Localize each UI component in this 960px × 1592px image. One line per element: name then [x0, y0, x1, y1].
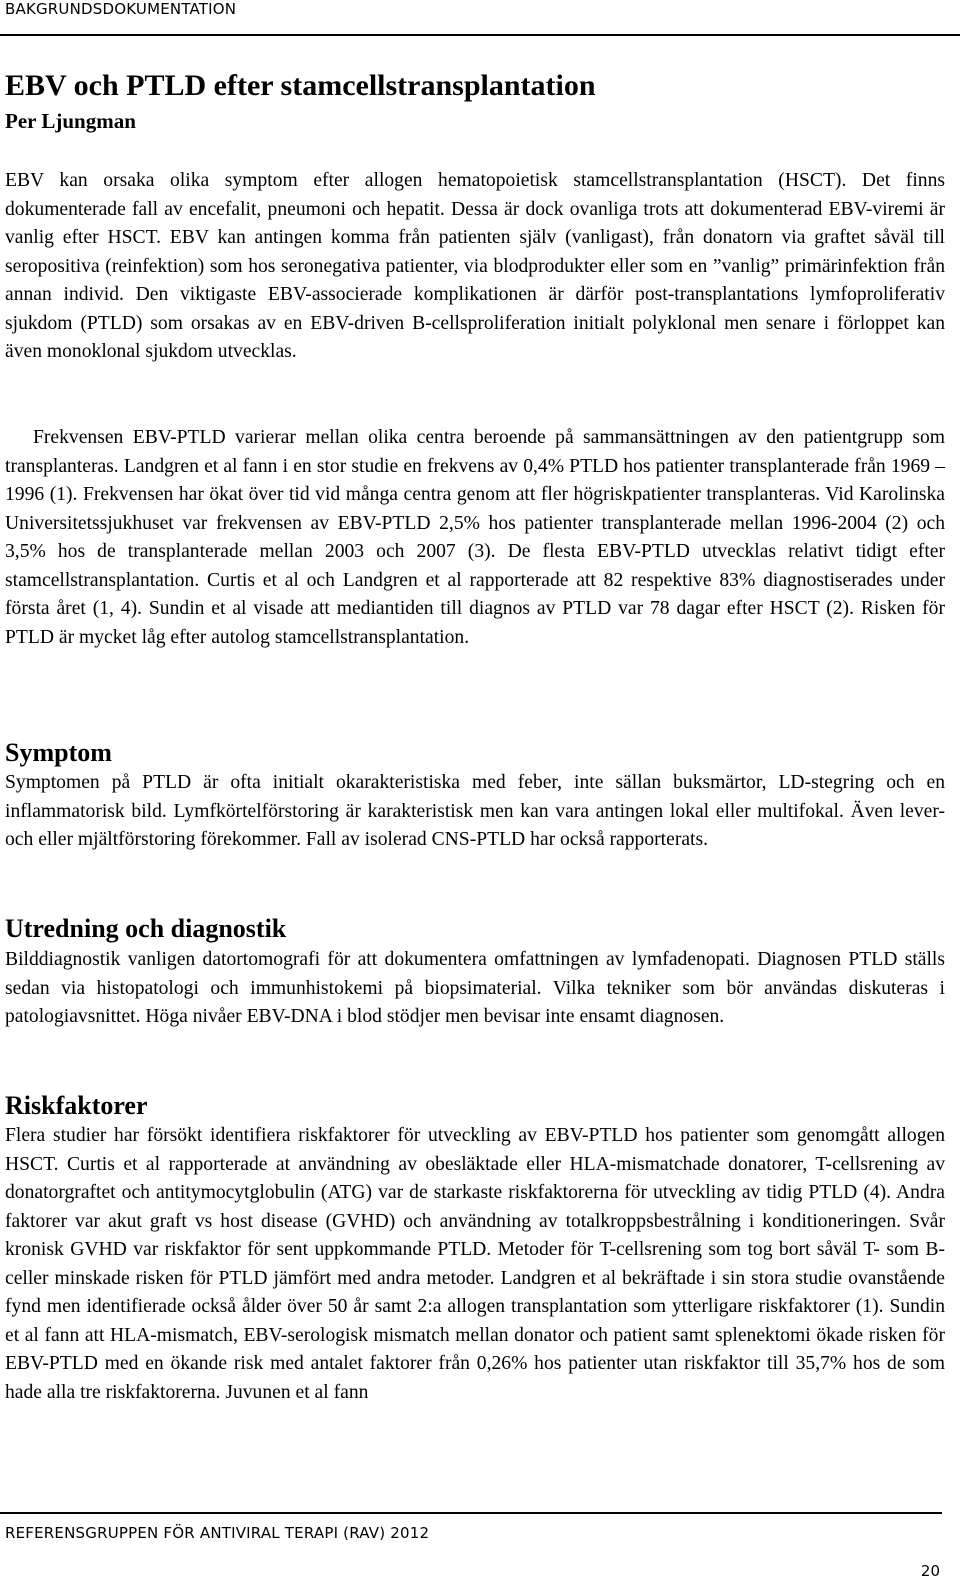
- header-divider: [0, 34, 960, 36]
- section-text-utredning: Bilddiagnostik vanligen datortomografi för att dokumentera omfattningen av lymfadenopati. Diagnosen PTLD ställs sedan via histopatologi och immunhistokemi på biopsimaterial. Vilka tekniker som bör användas diskuteras i patologiavsnittet. Höga nivåer EBV-DNA i blod stödjer men bevisar inte ensamt diagnosen.: [5, 949, 945, 1027]
- intro-paragraph-1: EBV kan orsaka olika symptom efter allogen hematopoietisk stamcellstransplantation (HSCT). Det finns dokumenterade fall av encefalit, pneumoni och hepatit. Dessa är dock ovanliga trots att dokumenterad EBV-viremi är vanlig efter HSCT. EBV kan antingen komma från patienten själv (vanligast), från donatorn via graftet såväl till seropositiva (reinfektion) som hos seronegativa patienter, via blodprodukter eller som en ”vanlig” primärinfektion från annan individ. Den viktigaste EBV-associerade komplikationen är därför post-transplantations lymfoproliferativ sjukdom (PTLD) som orsakas av en EBV-driven B-cellsproliferation initialt polyklonal men senare i förloppet kan även monoklonal sjukdom utvecklas.: [5, 170, 945, 362]
- intro-paragraph-2: Frekvensen EBV-PTLD varierar mellan olika centra beroende på sammansättningen av den patientgrupp som transplanteras. Landgren et al fann i en stor studie en frekvens av 0,4% PTLD hos patienter transplanterade från 1969 – 1996 (1). Frekvensen har ökat över tid vid många centra genom att fler högriskpatienter transplanteras. Vid Karolinska Universitetssjukhuset var frekvensen av EBV-PTLD 2,5% hos patienter transplanterade mellan 1996-2004 (2) och 3,5% hos de transplanterade mellan 2003 och 2007 (3). De flesta EBV-PTLD utvecklas relativt tidigt efter stamcellstransplantation. Curtis et al och Landgren et al rapporterade att 82 respektive 83% diagnostiserades under första året (1, 4). Sundin et al visade att mediantiden till diagnos av PTLD var 78 dagar efter HSCT (2). Risken för PTLD är mycket låg efter autolog stamcellstransplantation.: [5, 427, 945, 648]
- section-heading-utredning: Utredning och diagnostik: [5, 914, 287, 943]
- section-text-symptom: Symptomen på PTLD är ofta initialt okarakteristiska med feber, inte sällan buksmärtor, LD-stegring och en inflammatorisk bild. Lymfkörtelförstoring är karakteristisk men kan vara antingen lokal eller multifokal. Även lever- och eller mjältförstoring förekommer. Fall av isolerad CNS-PTLD har också rapporterats.: [5, 772, 945, 850]
- section-text-riskfaktorer: Flera studier har försökt identifiera riskfaktorer för utveckling av EBV-PTLD hos patienter som genomgått allogen HSCT. Curtis et al rapporterade at användning av obesläktade eller HLA-mismatchade donatorer, T-cellsrening av donatorgraftet och antitymocytglobulin (ATG) var de starkaste riskfaktorerna för utveckling av tidig PTLD (4). Andra faktorer var akut graft vs host disease (GVHD) och användning av totalkroppsbestrålning i konditioneringen. Svår kronisk GVHD var riskfaktor för sent uppkommande PTLD. Metoder för T-cellsrening som tog bort såväl T- som B-celler minskade risken för PTLD jämfört med andra metoder. Landgren et al bekräftade i sin stora studie ovanstående fynd men identifierade också ålder över 50 år samt 2:a allogen transplantation som ytterligare riskfaktorer (1). Sundin et al fann att HLA-mismatch, EBV-serologisk mismatch mellan donator och patient samt splenektomi ökade risken för EBV-PTLD med en ökande risk med antalet faktorer från 0,26% hos patienter utan riskfaktor till 35,7% hos de som hade alla tre riskfaktorerna. Juvunen et al fann: [5, 1125, 945, 1403]
- author-name: Per Ljungman: [5, 109, 136, 133]
- document-title: EBV och PTLD efter stamcellstransplantation: [5, 69, 596, 102]
- footer-divider: [0, 1512, 942, 1514]
- section-heading-riskfaktorer: Riskfaktorer: [5, 1091, 148, 1120]
- section-heading-symptom: Symptom: [5, 738, 112, 767]
- running-footer: REFERENSGRUPPEN FÖR ANTIVIRAL TERAPI (RAV) 2012: [5, 1524, 430, 1542]
- running-header: BAKGRUNDSDOKUMENTATION: [5, 0, 237, 18]
- page-number: 20: [920, 1562, 940, 1580]
